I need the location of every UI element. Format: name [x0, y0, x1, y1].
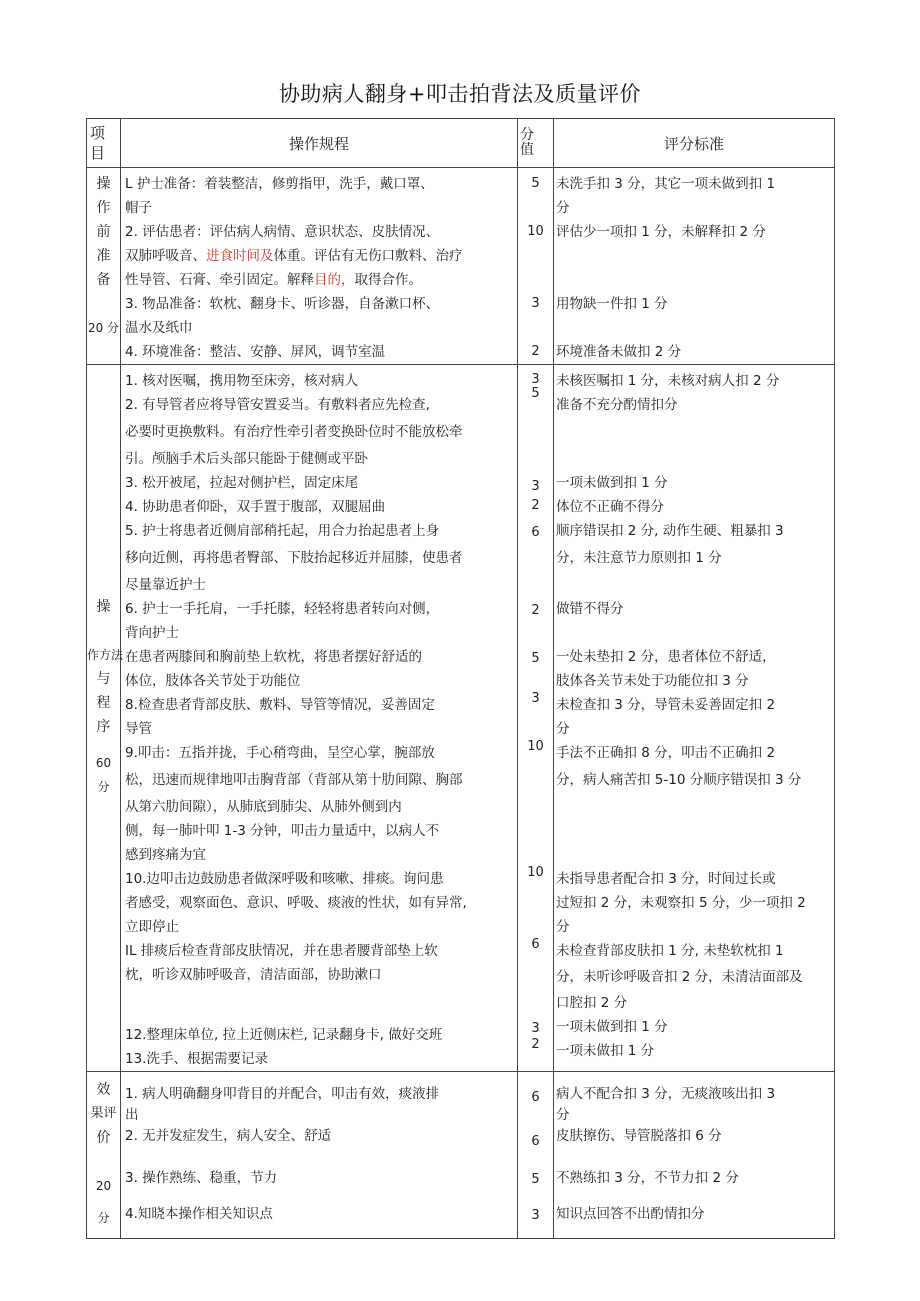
- procedure-line: 10.边叩击边鼓励患者做深呼吸和咳嗽、排痰。询问患: [125, 871, 444, 887]
- cat-char: 程: [96, 695, 111, 711]
- procedure-cell: [121, 168, 518, 365]
- text: 双肺呼吸音、: [125, 248, 206, 264]
- score-value: 6: [531, 1090, 540, 1105]
- score-value: 3: [531, 372, 540, 387]
- procedure-line: 3. 松开被尾，拉起对侧护栏，固定床尾: [125, 475, 359, 491]
- score-value: 5: [531, 1172, 540, 1187]
- highlight-text: 进食时间及: [206, 248, 274, 264]
- score-value: 6: [531, 525, 540, 540]
- procedure-line: 1. 核对医嘱，携用物至床旁，核对病人: [125, 373, 359, 389]
- criteria-line: 一项未做扣 1 分: [556, 1043, 655, 1059]
- criteria-line: 准备不充分酌情扣分: [556, 397, 678, 413]
- procedure-line: 12.整理床单位, 拉上近侧床栏, 记录翻身卡, 做好交班: [125, 1027, 443, 1043]
- procedure-line: 6. 护士一手托肩，一手托膝，轻轻将患者转向对侧，: [125, 601, 440, 617]
- cat-char: 作: [96, 200, 111, 216]
- procedure-line: 1. 病人明确翻身叩背目的并配合，叩击有效，痰液排: [125, 1086, 440, 1102]
- criteria-line: 口腔扣 2 分: [556, 995, 628, 1011]
- criteria-line: 分: [556, 200, 570, 216]
- criteria-line: 体位不正确不得分: [556, 499, 664, 515]
- cat-char: 准: [96, 248, 111, 264]
- procedure-cell: [121, 1072, 518, 1239]
- procedure-line: 帽子: [125, 200, 152, 216]
- criteria-line: 一项未做到扣 1 分: [556, 1019, 668, 1035]
- procedure-line: 2. 评估患者：评估病人病情、意识状态、皮肤情况、: [125, 224, 440, 240]
- score-value: 3: [531, 479, 540, 494]
- header-item-line: 目: [90, 144, 106, 162]
- criteria-cell: [554, 365, 835, 1072]
- header-row: [87, 119, 835, 168]
- header-score-line: 值: [520, 142, 534, 158]
- score-value: 3: [531, 1021, 540, 1036]
- score-cell: [518, 1072, 554, 1239]
- header-score-line: 分: [520, 127, 534, 143]
- procedure-line: 尽量靠近护士: [125, 577, 206, 593]
- procedure-line: 13.洗手、根据需要记录: [125, 1051, 268, 1067]
- procedure-line: 3. 操作熟练、稳重，节力: [125, 1170, 278, 1186]
- criteria-line: 一项未做到扣 1 分: [556, 475, 668, 491]
- criteria-line: 分，未听诊呼吸音扣 2 分，未清洁面部及: [556, 969, 803, 985]
- procedure-line: 温水及纸巾: [125, 320, 193, 336]
- procedure-line: 4. 协助患者仰卧，双手置于腹部，双腿屈曲: [125, 499, 386, 515]
- criteria-cell: [554, 1072, 835, 1239]
- score-value: 2: [531, 498, 540, 513]
- procedure-line: 3. 物品准备：软枕、翻身卡、听诊器，自备漱口杯、: [125, 296, 440, 312]
- header-item-line: 项: [90, 124, 106, 142]
- procedure-line: [121, 268, 517, 292]
- section-label: [87, 1072, 121, 1239]
- procedure-line: 在患者两膝间和胸前垫上软枕，将患者摆好舒适的: [125, 649, 422, 665]
- header-procedure: 操作规程: [121, 119, 518, 168]
- criteria-line: 一处未垫扣 2 分，患者体位不舒适，: [556, 649, 776, 665]
- score-value: 3: [531, 691, 540, 706]
- cat-points: 分: [97, 1211, 110, 1225]
- criteria-line: 未洗手扣 3 分，其它一项未做到扣 1: [556, 176, 776, 192]
- cat-char: 操: [96, 176, 111, 192]
- criteria-line: 不熟练扣 3 分，不节力扣 2 分: [556, 1170, 739, 1186]
- cat-char: 与: [96, 671, 111, 687]
- procedure-line: 引。颅脑手术后头部只能卧于健侧或平卧: [125, 451, 368, 467]
- criteria-line: 分，未注意节力原则扣 1 分: [556, 550, 722, 566]
- criteria-line: 未检查扣 3 分，导管未妥善固定扣 2: [556, 697, 776, 713]
- score-value: 2: [531, 603, 540, 618]
- procedure-line: L 护士准备：着装整洁，修剪指甲，洗手，戴口罩、: [125, 176, 434, 192]
- cat-char: 果评: [90, 1106, 117, 1121]
- score-value: 2: [531, 1037, 540, 1052]
- cat-char: 操: [96, 599, 111, 615]
- procedure-line: IL 排痰后检查背部皮肤情况，并在患者腰背部垫上软: [125, 943, 438, 959]
- criteria-line: 肢体各关节未处于功能位扣 3 分: [556, 673, 749, 689]
- text: 取得合作。: [354, 272, 422, 288]
- procedure-cell: [121, 365, 518, 1072]
- page-title: 协助病人翻身+叩击拍背法及质量评价: [278, 82, 642, 106]
- procedure-line: 体位，肢体各关节处于功能位: [125, 673, 301, 689]
- score-value: 6: [531, 1134, 540, 1149]
- criteria-line: 未检查背部皮肤扣 1 分, 未垫软枕扣 1: [556, 943, 784, 959]
- procedure-line: 者感受，观察面色、意识、呼吸、痰液的性状，如有异常,: [125, 895, 467, 911]
- procedure-line: 4.知晓本操作相关知识点: [125, 1206, 273, 1222]
- score-cell: [518, 365, 554, 1072]
- procedure-line: 2. 无并发症发生，病人安全、舒适: [125, 1128, 332, 1144]
- criteria-line: 做错不得分: [556, 601, 624, 617]
- procedure-line: 2. 有导管者应将导管安置妥当。有敷料者应先检查,: [125, 397, 430, 413]
- cat-char: 作方法: [87, 648, 124, 662]
- text: 体重。评估有无伤口敷料、治疗: [273, 248, 463, 264]
- header-item: [87, 119, 121, 168]
- criteria-line: 皮肤擦伤、导管脱落扣 6 分: [556, 1128, 722, 1144]
- procedure-line: 侧，每一肺叶叩 1-3 分钟，叩击力量适中，以病人不: [125, 823, 440, 839]
- score-cell: [518, 168, 554, 365]
- section-evaluation: [87, 1072, 835, 1239]
- procedure-line: 9.叩击：五指并拢，手心稍弯曲，呈空心掌，腕部放: [125, 745, 435, 761]
- score-value: 5: [531, 176, 540, 191]
- criteria-line: 顺序错误扣 2 分, 动作生硬、粗暴扣 3: [556, 523, 784, 539]
- score-value: 10: [527, 224, 544, 239]
- criteria-line: 评估少一项扣 1 分，未解释扣 2 分: [556, 224, 766, 240]
- cat-char: 序: [96, 719, 111, 735]
- criteria-line: 知识点回答不出酌情扣分: [556, 1206, 705, 1222]
- evaluation-table: [86, 118, 835, 1239]
- procedure-line: [121, 244, 517, 268]
- criteria-line: 分: [556, 919, 570, 935]
- criteria-line: 未核医嘱扣 1 分，未核对病人扣 2 分: [556, 373, 780, 389]
- procedure-line: 5. 护士将患者近侧肩部稍托起，用合力抬起患者上身: [125, 523, 440, 539]
- section-preparation: [87, 168, 835, 365]
- criteria-line: 分: [556, 1107, 570, 1123]
- section-procedure: [87, 365, 835, 1072]
- criteria-line: 分，病人痛苦扣 5-10 分顺序错误扣 3 分: [556, 772, 802, 788]
- procedure-line: 立即停止: [125, 919, 179, 935]
- highlight-text: 目的，: [314, 272, 355, 288]
- procedure-line: 感到疼痛为宜: [125, 847, 206, 863]
- procedure-line: 移向近侧，再将患者臀部、下肢抬起移近并屈膝，使患者: [125, 550, 463, 566]
- cat-char: 前: [96, 224, 111, 240]
- score-value: 5: [531, 386, 540, 401]
- cat-char: 备: [96, 272, 111, 288]
- procedure-line: 8.检查患者背部皮肤、敷料、导管等情况，妥善固定: [125, 697, 435, 713]
- header-criteria: 评分标准: [554, 119, 835, 168]
- criteria-line: 分: [556, 721, 570, 737]
- score-value: 3: [531, 296, 540, 311]
- cat-char: 效: [96, 1082, 111, 1098]
- score-value: 6: [531, 937, 540, 952]
- criteria-line: 手法不正确扣 8 分，叩击不正确扣 2: [556, 745, 776, 761]
- cat-char: 价: [96, 1130, 111, 1146]
- procedure-line: 出: [125, 1107, 139, 1123]
- cat-points: 20: [95, 1179, 112, 1193]
- score-value: 10: [527, 865, 544, 880]
- procedure-line: 导管: [125, 721, 152, 737]
- criteria-line: 用物缺一件扣 1 分: [556, 296, 668, 312]
- procedure-line: 必要时更换敷料。有治疗性牵引者变换卧位时不能放松牵: [125, 424, 463, 440]
- text: 性导管、石膏、牵引固定。解释: [125, 272, 314, 288]
- score-value: 5: [531, 651, 540, 666]
- section-label: [87, 365, 124, 1072]
- procedure-line: 从第六肋间隙），从肺底到肺尖、从肺外侧到内: [125, 799, 402, 815]
- score-value: 10: [527, 739, 544, 754]
- procedure-line: 松，迅速而规律地叩击胸背部（背部从第十肋间隙、胸部: [125, 772, 463, 788]
- cat-points: 20 分: [87, 321, 120, 335]
- header-score: [518, 119, 554, 168]
- cat-points: 分: [97, 780, 110, 794]
- procedure-line: 4. 环境准备：整洁、安静、屏风，调节室温: [125, 344, 386, 360]
- procedure-line: 背向护士: [125, 625, 179, 641]
- criteria-line: 环境准备未做扣 2 分: [556, 344, 682, 360]
- score-value: 2: [531, 344, 540, 359]
- score-value: 3: [531, 1208, 540, 1223]
- criteria-cell: [554, 168, 835, 365]
- criteria-line: 病人不配合扣 3 分，无痰液咳出扣 3: [556, 1086, 776, 1102]
- criteria-line: 未指导患者配合扣 3 分，时间过长或: [556, 871, 776, 887]
- criteria-line: 过短扣 2 分，未观察扣 5 分，少一项扣 2: [556, 895, 806, 911]
- procedure-line: 枕，听诊双肺呼吸音，清洁面部，协助漱口: [125, 967, 382, 983]
- section-label: [87, 168, 121, 365]
- cat-points: 60: [95, 756, 112, 770]
